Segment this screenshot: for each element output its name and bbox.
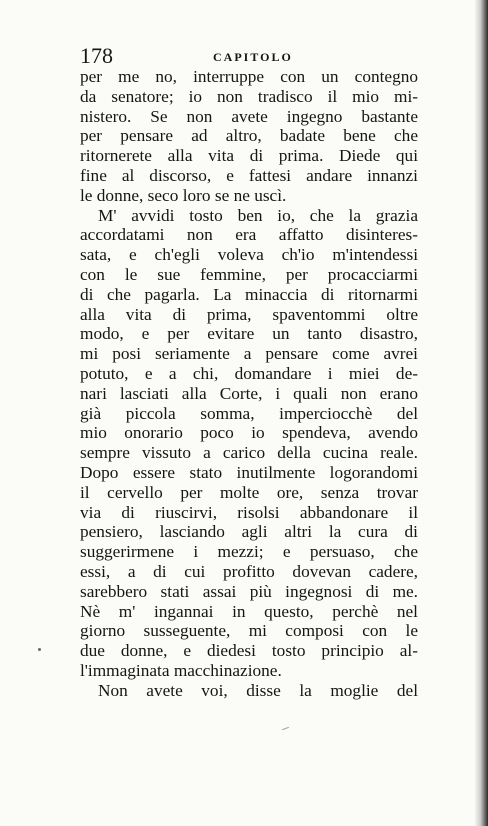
text-line: nistero. Se non avete ingegno bastante (80, 106, 418, 126)
print-speck (38, 648, 41, 651)
text-line: Dopo essere stato inutilmente logorandomi (80, 462, 418, 482)
text-line: mi posi seriamente a pensare come avrei (80, 344, 418, 364)
page-header (80, 44, 420, 68)
text-line: fine al discorso, e fattesi andare innanzi (80, 165, 418, 185)
text-line: giorno susseguente, mi composi con le (80, 621, 418, 641)
text-line: via di riuscirvi, risolsi abbandonare il (80, 502, 418, 522)
text-line: due donne, e diedesi tosto principio al- (80, 641, 418, 661)
text-line: per pensare ad altro, badate bene che (80, 126, 418, 146)
text-line: già piccola somma, imperciocchè del (80, 403, 418, 423)
text-line: di che pagarla. La minaccia di ritornarmi (80, 284, 418, 304)
print-speck (282, 727, 289, 730)
text-line: modo, e per evitare un tanto disastro, (80, 324, 418, 344)
text-line: per me no, interruppe con un contegno (80, 67, 418, 86)
text-line: mio onorario poco io spendeva, avendo (80, 423, 418, 443)
text-line: accordatami non era affatto disinteres- (80, 225, 418, 245)
text-line: nari lasciati alla Corte, i quali non erano (80, 383, 418, 403)
text-line: sempre vissuto a carico della cucina reale. (80, 443, 418, 463)
text-line: essi, a di cui profitto dovevan cadere, (80, 561, 418, 581)
page-number: 178 (80, 43, 113, 68)
text-line: Nè m' ingannai in questo, perchè nel (80, 601, 418, 621)
text-line: da senatore; io non tradisco il mio mi- (80, 86, 418, 106)
text-line: alla vita di prima, spaventommi oltre (80, 304, 418, 324)
text-line: sarebbero stati assai più ingegnosi di me. (80, 581, 418, 601)
text-line: le donne, seco loro se ne uscì. (80, 185, 287, 205)
text-line: pensiero, lasciando agli altri la cura di (80, 522, 418, 542)
text-line: l'immaginata macchinazione. (80, 660, 282, 680)
running-head: CAPITOLO (213, 50, 293, 64)
text-line: il cervello per molte ore, senza trovar (80, 482, 418, 502)
text-line: ritornerete alla vita di prima. Diede qui (80, 146, 418, 166)
text-line: con le sue femmine, per procacciarmi (80, 264, 418, 284)
paragraph-first-line: Non avete voi, disse la moglie del (98, 680, 418, 700)
text-line: potuto, e a chi, domandare i miei de- (80, 363, 418, 383)
paragraph-first-line: M' avvidi tosto ben io, che la grazia (98, 205, 418, 225)
text-line: suggerirmene i mezzi; e persuaso, che (80, 542, 418, 562)
page-spine-shadow (474, 0, 488, 826)
text-line: sata, e ch'egli voleva ch'io m'intendessi (80, 245, 418, 265)
body-text (80, 67, 418, 701)
